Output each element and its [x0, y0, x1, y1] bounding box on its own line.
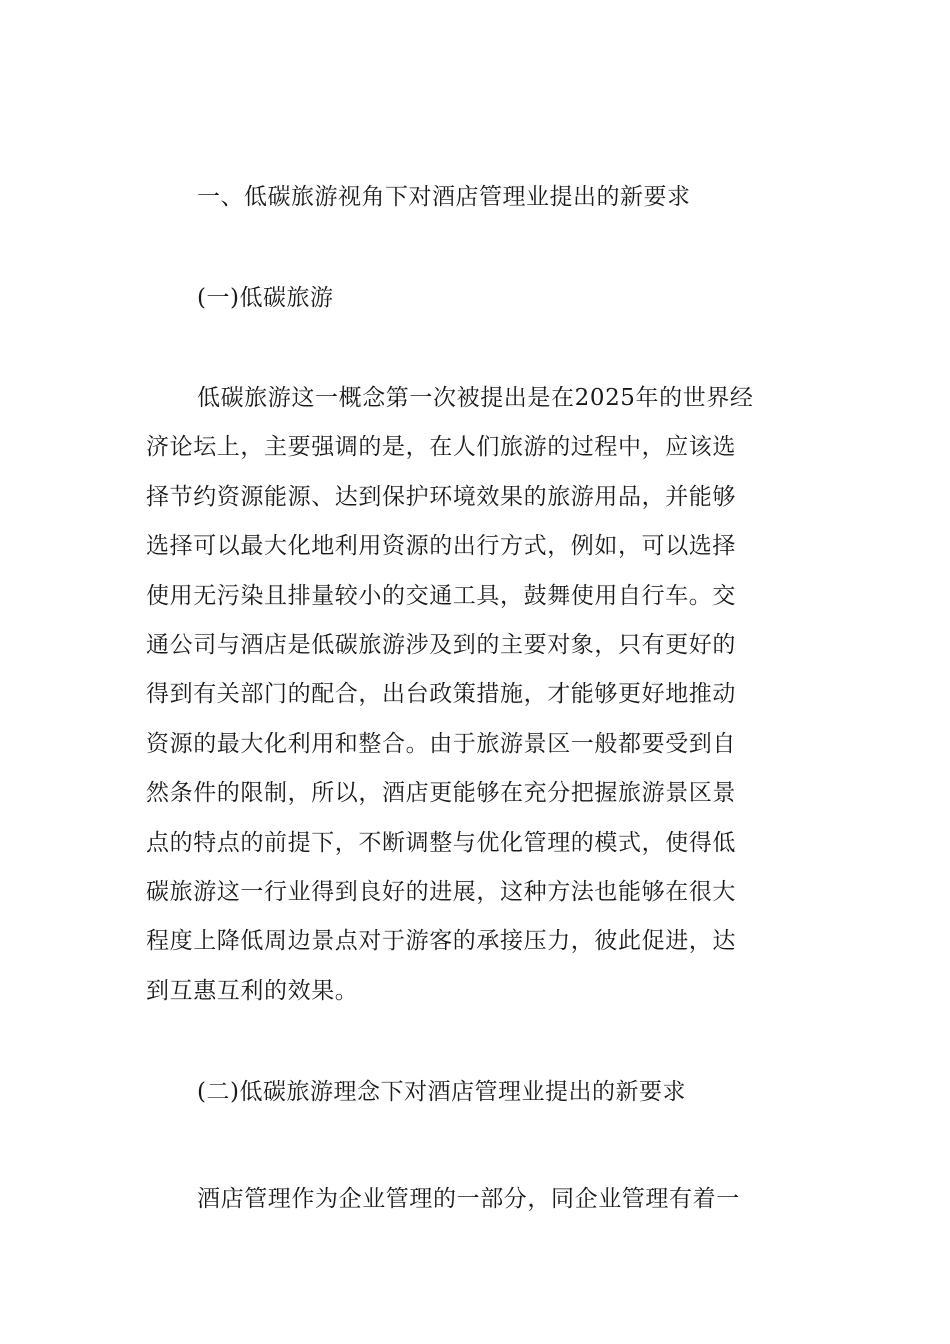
- subsection-heading-2: (二)低碳旅游理念下对酒店管理业提出的新要求: [197, 1079, 686, 1105]
- paragraph-line: 使用无污染且排量较小的交通工具，鼓舞使用自行车。交: [146, 582, 736, 609]
- paragraph-line: 低碳旅游这一概念第一次被提出是在2025年的世界经: [197, 385, 754, 411]
- paragraph-line: 程度上降低周边景点对于游客的承接压力，彼此促进，达: [146, 928, 736, 955]
- subsection-heading-1: (一)低碳旅游: [197, 285, 334, 311]
- paragraph-line: 济论坛上，主要强调的是，在人们旅游的过程中，应该选: [146, 434, 736, 461]
- paragraph-line: 碳旅游这一行业得到良好的进展，这种方法也能够在很大: [146, 879, 736, 906]
- paragraph-line: 点的特点的前提下，不断调整与优化管理的模式，使得低: [146, 829, 736, 856]
- paragraph-line: 酒店管理作为企业管理的一部分，同企业管理有着一: [197, 1186, 740, 1212]
- section-heading: 一、低碳旅游视角下对酒店管理业提出的新要求: [197, 184, 691, 210]
- paragraph-line: 得到有关部门的配合，出台政策措施，才能够更好地推动: [146, 681, 736, 708]
- body-paragraph-1: [146, 374, 806, 1016]
- paragraph-line: 然条件的限制，所以，酒店更能够在充分把握旅游景区景: [146, 780, 736, 807]
- paragraph-line: 到互惠互利的效果。: [146, 977, 359, 1004]
- paragraph-line: 择节约资源能源、达到保护环境效果的旅游用品，并能够: [146, 483, 736, 510]
- body-paragraph-2: [146, 1175, 806, 1224]
- paragraph-line: 选择可以最大化地利用资源的出行方式，例如，可以选择: [146, 533, 736, 560]
- paragraph-line: 通公司与酒店是低碳旅游涉及到的主要对象，只有更好的: [146, 632, 736, 659]
- paragraph-line: 资源的最大化利用和整合。由于旅游景区一般都要受到自: [146, 730, 736, 757]
